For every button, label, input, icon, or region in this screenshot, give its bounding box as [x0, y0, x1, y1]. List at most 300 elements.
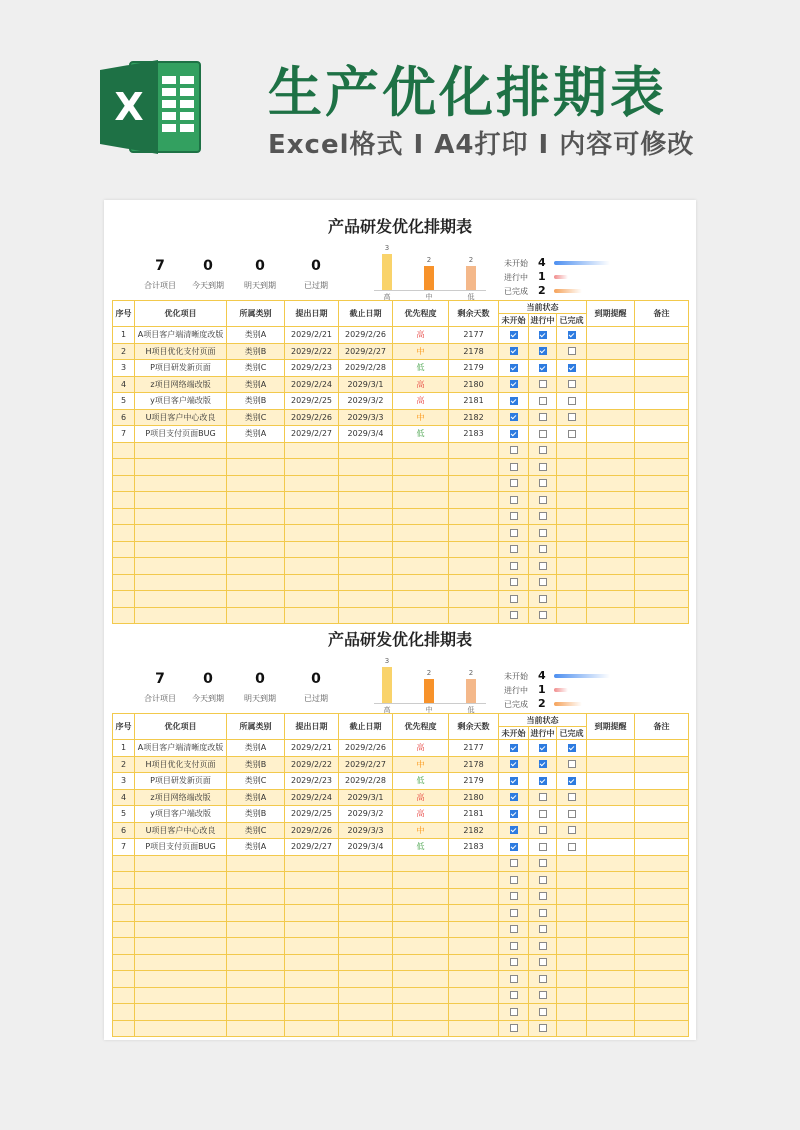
- empty-cell: [499, 987, 529, 1004]
- empty-cell: [529, 459, 557, 476]
- checkbox[interactable]: [539, 512, 547, 520]
- empty-cell: [635, 558, 689, 575]
- cell-status-check: [557, 409, 587, 426]
- empty-cell: [393, 921, 449, 938]
- empty-cell: [557, 475, 587, 492]
- table-row: [113, 789, 689, 806]
- cell-item: P项目支付页面BUG: [135, 426, 227, 443]
- empty-cell: [135, 954, 227, 971]
- empty-cell: [393, 508, 449, 525]
- cell-reminder: [587, 789, 635, 806]
- empty-cell: [529, 1004, 557, 1021]
- cell-deadline: 2029/3/1: [339, 376, 393, 393]
- checkbox[interactable]: [510, 562, 518, 570]
- empty-cell: [393, 459, 449, 476]
- checkbox[interactable]: [510, 595, 518, 603]
- checkbox[interactable]: [510, 463, 518, 471]
- cell-submit-date: 2029/2/26: [285, 822, 339, 839]
- cell-status-check: [557, 426, 587, 443]
- cell-no: 2: [113, 343, 135, 360]
- checkbox[interactable]: [510, 446, 518, 454]
- cell-category: 类别B: [227, 343, 285, 360]
- checkbox[interactable]: [539, 958, 547, 966]
- empty-cell: [285, 574, 339, 591]
- empty-cell: [285, 591, 339, 608]
- empty-cell: [635, 508, 689, 525]
- checkbox[interactable]: [539, 430, 547, 438]
- empty-cell: [499, 459, 529, 476]
- empty-cell: [339, 607, 393, 624]
- checkbox[interactable]: [510, 793, 518, 801]
- header-not-started: 未开始: [499, 314, 529, 327]
- header-remaining: 剩余天数: [449, 301, 499, 327]
- cell-note[interactable]: [635, 360, 689, 377]
- cell-no: 5: [113, 806, 135, 823]
- chart-category-label: 高: [383, 293, 391, 301]
- checkbox[interactable]: [510, 496, 518, 504]
- checkbox[interactable]: [539, 397, 547, 405]
- empty-cell: [529, 872, 557, 889]
- header-remaining: 剩余天数: [449, 714, 499, 740]
- checkbox[interactable]: [510, 331, 518, 339]
- empty-cell: [135, 574, 227, 591]
- cell-remaining: 2177: [449, 740, 499, 757]
- cell-reminder: [587, 839, 635, 856]
- empty-cell: [135, 872, 227, 889]
- cell-item: P项目支付页面BUG: [135, 839, 227, 856]
- checkbox[interactable]: [510, 925, 518, 933]
- empty-cell: [587, 475, 635, 492]
- stats-summary: [132, 258, 352, 298]
- empty-cell: [635, 938, 689, 955]
- checkbox[interactable]: [539, 413, 547, 421]
- empty-cell: [529, 475, 557, 492]
- empty-cell: [635, 442, 689, 459]
- table-row-empty: [113, 905, 689, 922]
- cell-note[interactable]: [635, 839, 689, 856]
- cell-submit-date: 2029/2/23: [285, 360, 339, 377]
- checkbox[interactable]: [510, 810, 518, 818]
- empty-cell: [393, 1004, 449, 1021]
- cell-remaining: 2177: [449, 327, 499, 344]
- checkbox[interactable]: [568, 380, 576, 388]
- cell-note[interactable]: [635, 740, 689, 757]
- cell-no: 7: [113, 426, 135, 443]
- chart-axis: [374, 290, 486, 291]
- checkbox[interactable]: [568, 430, 576, 438]
- table-row-empty: [113, 475, 689, 492]
- empty-cell: [135, 987, 227, 1004]
- empty-cell: [557, 459, 587, 476]
- cell-remaining: 2183: [449, 426, 499, 443]
- empty-cell: [285, 508, 339, 525]
- table-row: [113, 839, 689, 856]
- empty-cell: [587, 1004, 635, 1021]
- chart-value-label: 3: [384, 244, 390, 252]
- header-deadline: 截止日期: [339, 301, 393, 327]
- cell-note[interactable]: [635, 343, 689, 360]
- table-row: [113, 393, 689, 410]
- cell-deadline: 2029/2/27: [339, 343, 393, 360]
- empty-cell: [449, 541, 499, 558]
- empty-cell: [449, 574, 499, 591]
- checkbox[interactable]: [539, 925, 547, 933]
- cell-item: U项目客户中心改良: [135, 822, 227, 839]
- cell-note[interactable]: [635, 789, 689, 806]
- empty-cell: [449, 971, 499, 988]
- empty-cell: [227, 475, 285, 492]
- empty-cell: [557, 1004, 587, 1021]
- checkbox[interactable]: [510, 975, 518, 983]
- cell-status-check: [557, 376, 587, 393]
- checkbox[interactable]: [510, 512, 518, 520]
- cell-priority: 高: [393, 376, 449, 393]
- status-row: [504, 256, 634, 270]
- empty-cell: [499, 971, 529, 988]
- cell-note[interactable]: [635, 756, 689, 773]
- checkbox[interactable]: [510, 991, 518, 999]
- chart-axis: [374, 703, 486, 704]
- checkbox[interactable]: [539, 1024, 547, 1032]
- cell-note[interactable]: [635, 409, 689, 426]
- cell-deadline: 2029/2/26: [339, 327, 393, 344]
- empty-cell: [113, 492, 135, 509]
- checkbox[interactable]: [510, 909, 518, 917]
- cell-note[interactable]: [635, 773, 689, 790]
- empty-cell: [285, 607, 339, 624]
- cell-category: 类别A: [227, 740, 285, 757]
- empty-cell: [227, 905, 285, 922]
- checkbox[interactable]: [539, 595, 547, 603]
- cell-category: 类别C: [227, 409, 285, 426]
- empty-cell: [339, 541, 393, 558]
- status-label: 已完成: [504, 700, 528, 709]
- empty-cell: [113, 525, 135, 542]
- cell-priority: 中: [393, 822, 449, 839]
- checkbox[interactable]: [510, 760, 518, 768]
- cell-note[interactable]: [635, 327, 689, 344]
- empty-cell: [529, 508, 557, 525]
- cell-submit-date: 2029/2/24: [285, 376, 339, 393]
- checkbox[interactable]: [568, 397, 576, 405]
- checkbox[interactable]: [510, 777, 518, 785]
- checkbox[interactable]: [568, 331, 576, 339]
- cell-priority: 低: [393, 426, 449, 443]
- empty-cell: [587, 558, 635, 575]
- checkbox[interactable]: [568, 760, 576, 768]
- block-title: 产品研发优化排期表: [327, 630, 472, 649]
- empty-cell: [135, 459, 227, 476]
- empty-cell: [449, 591, 499, 608]
- table-row-empty: [113, 1004, 689, 1021]
- empty-cell: [113, 938, 135, 955]
- header-done: 已完成: [557, 727, 587, 740]
- empty-cell: [285, 525, 339, 542]
- cell-status-check: [529, 343, 557, 360]
- cell-no: 4: [113, 376, 135, 393]
- empty-cell: [499, 872, 529, 889]
- empty-cell: [285, 987, 339, 1004]
- checkbox[interactable]: [510, 826, 518, 834]
- checkbox[interactable]: [568, 744, 576, 752]
- checkbox[interactable]: [568, 843, 576, 851]
- empty-cell: [449, 1004, 499, 1021]
- checkbox[interactable]: [539, 810, 547, 818]
- checkbox[interactable]: [539, 446, 547, 454]
- empty-cell: [135, 938, 227, 955]
- empty-cell: [135, 905, 227, 922]
- cell-status-check: [499, 773, 529, 790]
- checkbox[interactable]: [539, 760, 547, 768]
- empty-cell: [529, 591, 557, 608]
- empty-cell: [227, 1004, 285, 1021]
- cell-status-check: [499, 806, 529, 823]
- empty-cell: [285, 459, 339, 476]
- cell-status-check: [499, 740, 529, 757]
- empty-cell: [285, 888, 339, 905]
- checkbox[interactable]: [510, 578, 518, 586]
- empty-cell: [393, 442, 449, 459]
- checkbox[interactable]: [510, 1024, 518, 1032]
- checkbox[interactable]: [510, 479, 518, 487]
- empty-cell: [393, 607, 449, 624]
- cell-deadline: 2029/3/1: [339, 789, 393, 806]
- checkbox[interactable]: [568, 347, 576, 355]
- checkbox[interactable]: [510, 380, 518, 388]
- checkbox[interactable]: [510, 942, 518, 950]
- checkbox[interactable]: [539, 479, 547, 487]
- checkbox[interactable]: [568, 777, 576, 785]
- cell-item: U项目客户中心改良: [135, 409, 227, 426]
- empty-cell: [529, 921, 557, 938]
- empty-cell: [227, 938, 285, 955]
- checkbox[interactable]: [539, 529, 547, 537]
- checkbox[interactable]: [568, 413, 576, 421]
- cell-status-check: [557, 773, 587, 790]
- table-row-empty: [113, 987, 689, 1004]
- checkbox[interactable]: [539, 463, 547, 471]
- cell-status-check: [499, 327, 529, 344]
- checkbox[interactable]: [539, 975, 547, 983]
- empty-cell: [227, 921, 285, 938]
- empty-cell: [393, 954, 449, 971]
- status-label: 未开始: [504, 672, 528, 681]
- cell-status-check: [529, 756, 557, 773]
- cell-status-check: [529, 360, 557, 377]
- checkbox[interactable]: [510, 958, 518, 966]
- checkbox[interactable]: [539, 611, 547, 619]
- checkbox[interactable]: [539, 578, 547, 586]
- empty-cell: [227, 442, 285, 459]
- status-progress-bar: [554, 261, 610, 265]
- cell-reminder: [587, 393, 635, 410]
- empty-cell: [227, 558, 285, 575]
- cell-note[interactable]: [635, 822, 689, 839]
- empty-cell: [113, 905, 135, 922]
- checkbox[interactable]: [539, 347, 547, 355]
- empty-cell: [339, 508, 393, 525]
- checkbox[interactable]: [539, 562, 547, 570]
- empty-cell: [135, 508, 227, 525]
- cell-category: 类别A: [227, 789, 285, 806]
- checkbox[interactable]: [539, 826, 547, 834]
- cell-no: 6: [113, 409, 135, 426]
- priority-bar-chart: [370, 653, 490, 715]
- checkbox[interactable]: [510, 859, 518, 867]
- cell-status-check: [499, 376, 529, 393]
- empty-cell: [499, 492, 529, 509]
- cell-note[interactable]: [635, 426, 689, 443]
- checkbox[interactable]: [510, 876, 518, 884]
- empty-cell: [113, 591, 135, 608]
- empty-cell: [449, 987, 499, 1004]
- header-deadline: 截止日期: [339, 714, 393, 740]
- cell-status-check: [529, 327, 557, 344]
- table-row-empty: [113, 492, 689, 509]
- checkbox[interactable]: [568, 364, 576, 372]
- empty-cell: [587, 607, 635, 624]
- checkbox[interactable]: [568, 793, 576, 801]
- empty-cell: [113, 855, 135, 872]
- empty-cell: [285, 442, 339, 459]
- empty-cell: [635, 541, 689, 558]
- checkbox[interactable]: [539, 364, 547, 372]
- cell-remaining: 2180: [449, 376, 499, 393]
- cell-reminder: [587, 360, 635, 377]
- chart-value-label: 3: [384, 657, 390, 665]
- checkbox[interactable]: [510, 611, 518, 619]
- empty-cell: [285, 921, 339, 938]
- checkbox[interactable]: [539, 876, 547, 884]
- checkbox[interactable]: [510, 430, 518, 438]
- cell-status-check: [499, 426, 529, 443]
- checkbox[interactable]: [539, 991, 547, 999]
- empty-cell: [227, 954, 285, 971]
- cell-note[interactable]: [635, 806, 689, 823]
- empty-cell: [393, 541, 449, 558]
- empty-cell: [449, 525, 499, 542]
- empty-cell: [113, 574, 135, 591]
- checkbox[interactable]: [539, 496, 547, 504]
- checkbox[interactable]: [510, 397, 518, 405]
- checkbox[interactable]: [510, 347, 518, 355]
- empty-cell: [339, 855, 393, 872]
- checkbox[interactable]: [510, 364, 518, 372]
- cell-category: 类别A: [227, 327, 285, 344]
- chart-category-label: 中: [425, 293, 433, 301]
- cell-status-check: [557, 806, 587, 823]
- cell-priority: 中: [393, 756, 449, 773]
- header-submit-date: 提出日期: [285, 301, 339, 327]
- empty-cell: [587, 987, 635, 1004]
- chart-category-label: 高: [383, 706, 391, 714]
- cell-note[interactable]: [635, 393, 689, 410]
- empty-cell: [635, 607, 689, 624]
- empty-cell: [227, 574, 285, 591]
- cell-remaining: 2181: [449, 806, 499, 823]
- empty-cell: [393, 938, 449, 955]
- cell-priority: 高: [393, 740, 449, 757]
- cell-remaining: 2179: [449, 360, 499, 377]
- cell-status-check: [557, 360, 587, 377]
- table-row-empty: [113, 558, 689, 575]
- cell-reminder: [587, 376, 635, 393]
- stat-overdue: 0 已过期: [304, 671, 328, 703]
- empty-cell: [529, 855, 557, 872]
- cell-priority: 低: [393, 773, 449, 790]
- empty-cell: [499, 905, 529, 922]
- checkbox[interactable]: [539, 331, 547, 339]
- checkbox[interactable]: [510, 413, 518, 421]
- cell-category: 类别A: [227, 426, 285, 443]
- empty-cell: [227, 872, 285, 889]
- empty-cell: [557, 607, 587, 624]
- cell-status-check: [499, 756, 529, 773]
- empty-cell: [285, 558, 339, 575]
- header-done: 已完成: [557, 314, 587, 327]
- cell-status-check: [499, 360, 529, 377]
- empty-cell: [557, 954, 587, 971]
- cell-status-check: [499, 822, 529, 839]
- checkbox[interactable]: [510, 744, 518, 752]
- checkbox[interactable]: [539, 1008, 547, 1016]
- checkbox[interactable]: [539, 380, 547, 388]
- chart-bar: [466, 679, 476, 703]
- empty-cell: [339, 525, 393, 542]
- cell-note[interactable]: [635, 376, 689, 393]
- empty-cell: [449, 492, 499, 509]
- checkbox[interactable]: [539, 777, 547, 785]
- header-reminder: 到期提醒: [587, 714, 635, 740]
- checkbox[interactable]: [568, 826, 576, 834]
- empty-cell: [635, 1004, 689, 1021]
- empty-cell: [339, 442, 393, 459]
- status-progress-bar: [554, 688, 568, 692]
- empty-cell: [339, 475, 393, 492]
- empty-cell: [339, 954, 393, 971]
- checkbox[interactable]: [539, 545, 547, 553]
- checkbox[interactable]: [539, 892, 547, 900]
- cell-no: 3: [113, 360, 135, 377]
- cell-no: 1: [113, 740, 135, 757]
- empty-cell: [587, 1020, 635, 1037]
- checkbox[interactable]: [539, 909, 547, 917]
- empty-cell: [135, 1004, 227, 1021]
- cell-deadline: 2029/3/3: [339, 822, 393, 839]
- checkbox[interactable]: [510, 545, 518, 553]
- checkbox[interactable]: [510, 843, 518, 851]
- empty-cell: [499, 442, 529, 459]
- cell-deadline: 2029/2/26: [339, 740, 393, 757]
- empty-cell: [227, 855, 285, 872]
- cell-category: 类别B: [227, 393, 285, 410]
- empty-cell: [339, 921, 393, 938]
- checkbox[interactable]: [539, 843, 547, 851]
- header-submit-date: 提出日期: [285, 714, 339, 740]
- empty-cell: [635, 855, 689, 872]
- checkbox[interactable]: [510, 892, 518, 900]
- checkbox[interactable]: [568, 810, 576, 818]
- empty-cell: [227, 541, 285, 558]
- checkbox[interactable]: [539, 744, 547, 752]
- checkbox[interactable]: [539, 793, 547, 801]
- checkbox[interactable]: [539, 942, 547, 950]
- checkbox[interactable]: [539, 859, 547, 867]
- empty-cell: [635, 459, 689, 476]
- chart-value-label: 2: [468, 669, 474, 677]
- checkbox[interactable]: [510, 1008, 518, 1016]
- checkbox[interactable]: [510, 529, 518, 537]
